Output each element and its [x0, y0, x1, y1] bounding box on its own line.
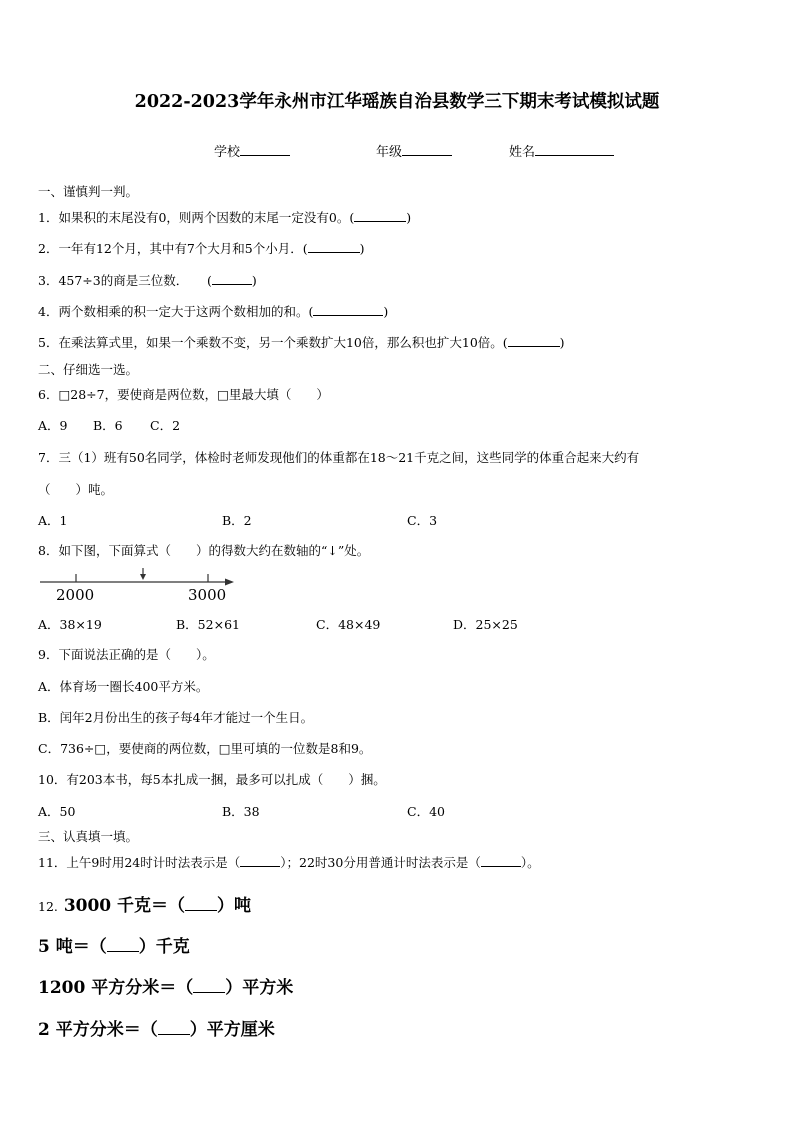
grade-field[interactable]: [376, 141, 452, 160]
grade-blank[interactable]: [402, 143, 452, 156]
page-title: 2022-2023学年永州市江华瑶族自治县数学三下期末考试模拟试题: [134, 92, 660, 112]
question-7: 7．三（1）班有50名同学，体检时老师发现他们的体重都在18～21千克之间，这些同学的体重合起来大约有: [38, 450, 640, 465]
q7-option-c[interactable]: C．3: [407, 513, 438, 528]
q7-option-b[interactable]: B．2: [222, 513, 252, 528]
question-6: 6．□28÷7，要使商是两位数，□里最大填（ ）: [38, 387, 329, 402]
down-arrow-head: [140, 574, 146, 580]
question-12-line-3: 1200 平方分米＝（ ）平方米: [38, 978, 294, 998]
axis-label-3000: 3000: [188, 586, 227, 604]
question-9: 9．下面说法正确的是（ ）。: [38, 647, 215, 662]
q9-option-a[interactable]: A．体育场一圈长400平方米。: [38, 679, 209, 694]
section-heading-1: 一、谨慎判一判。: [38, 184, 139, 199]
question-8: 8．如下图，下面算式（ ）的得数大约在数轴的“↓”处。: [38, 543, 370, 558]
answer-blank-1[interactable]: [240, 866, 280, 867]
q6-option-c[interactable]: C．2: [150, 418, 181, 433]
question-11: 11．上午9时用24时计时法表示是（ ）；22时30分用普通计时法表示是（ ）。: [38, 855, 540, 870]
question-12-line-2: 5 吨＝（ ）千克: [38, 937, 190, 957]
q6-option-a[interactable]: A．9: [38, 418, 68, 433]
answer-blank[interactable]: [308, 252, 360, 253]
answer-blank[interactable]: [185, 910, 217, 911]
school-blank[interactable]: [240, 143, 290, 156]
question-5: 5．在乘法算式里，如果一个乘数不变，另一个乘数扩大10倍，那么积也扩大10倍。( ): [38, 335, 565, 350]
question-3: 3．457÷3的商是三位数． ( ): [38, 273, 257, 288]
section-heading-3: 三、认真填一填。: [38, 829, 139, 844]
q9-option-b[interactable]: B．闰年2月份出生的孩子每4年才能过一个生日。: [38, 710, 314, 725]
question-2: 2．一年有12个月，其中有7个大月和5个小月．( ): [38, 241, 365, 256]
number-line-arrowhead: [225, 579, 234, 586]
answer-blank[interactable]: [107, 951, 139, 952]
section-heading-2: 二、仔细选一选。: [38, 362, 139, 377]
q7-option-a[interactable]: A．1: [38, 513, 68, 528]
answer-blank[interactable]: [313, 315, 383, 316]
question-12-number: 12.: [38, 899, 58, 914]
question-4: 4．两个数相乘的积一定大于这两个数相加的和。( ): [38, 304, 389, 319]
axis-label-2000: 2000: [56, 586, 95, 604]
q8-option-d[interactable]: D．25×25: [453, 617, 518, 632]
question-7-cont: （ ）吨。: [38, 482, 114, 497]
question-12-line-1: 12. 3000 千克＝（ ）吨: [38, 896, 252, 916]
answer-blank[interactable]: [193, 992, 225, 993]
name-label: 姓名: [509, 145, 536, 160]
answer-blank[interactable]: [158, 1034, 190, 1035]
school-label: 学校: [214, 145, 241, 160]
number-line-figure: [38, 568, 238, 608]
answer-blank[interactable]: [212, 284, 252, 285]
question-1: 1．如果积的末尾没有0，则两个因数的末尾一定没有0。( ): [38, 210, 412, 225]
q10-option-a[interactable]: A．50: [38, 804, 76, 819]
q10-option-c[interactable]: C．40: [407, 804, 445, 819]
q9-option-c[interactable]: C．736÷□，要使商的两位数，□里可填的一位数是8和9。: [38, 741, 372, 756]
name-field[interactable]: [509, 141, 614, 160]
q6-option-b[interactable]: B．6: [93, 418, 123, 433]
name-blank[interactable]: [535, 143, 614, 156]
answer-blank[interactable]: [508, 346, 560, 347]
q8-option-b[interactable]: B．52×61: [176, 617, 240, 632]
answer-blank[interactable]: [354, 221, 406, 222]
q10-option-b[interactable]: B．38: [222, 804, 260, 819]
school-field[interactable]: [214, 141, 290, 160]
question-12-line-4: 2 平方分米＝（ ）平方厘米: [38, 1020, 275, 1040]
q8-option-a[interactable]: A．38×19: [38, 617, 102, 632]
grade-label: 年级: [376, 145, 403, 160]
answer-blank-2[interactable]: [481, 866, 521, 867]
question-10: 10．有203本书，每5本扎成一捆，最多可以扎成（ ）捆。: [38, 772, 386, 787]
q8-option-c[interactable]: C．48×49: [316, 617, 381, 632]
